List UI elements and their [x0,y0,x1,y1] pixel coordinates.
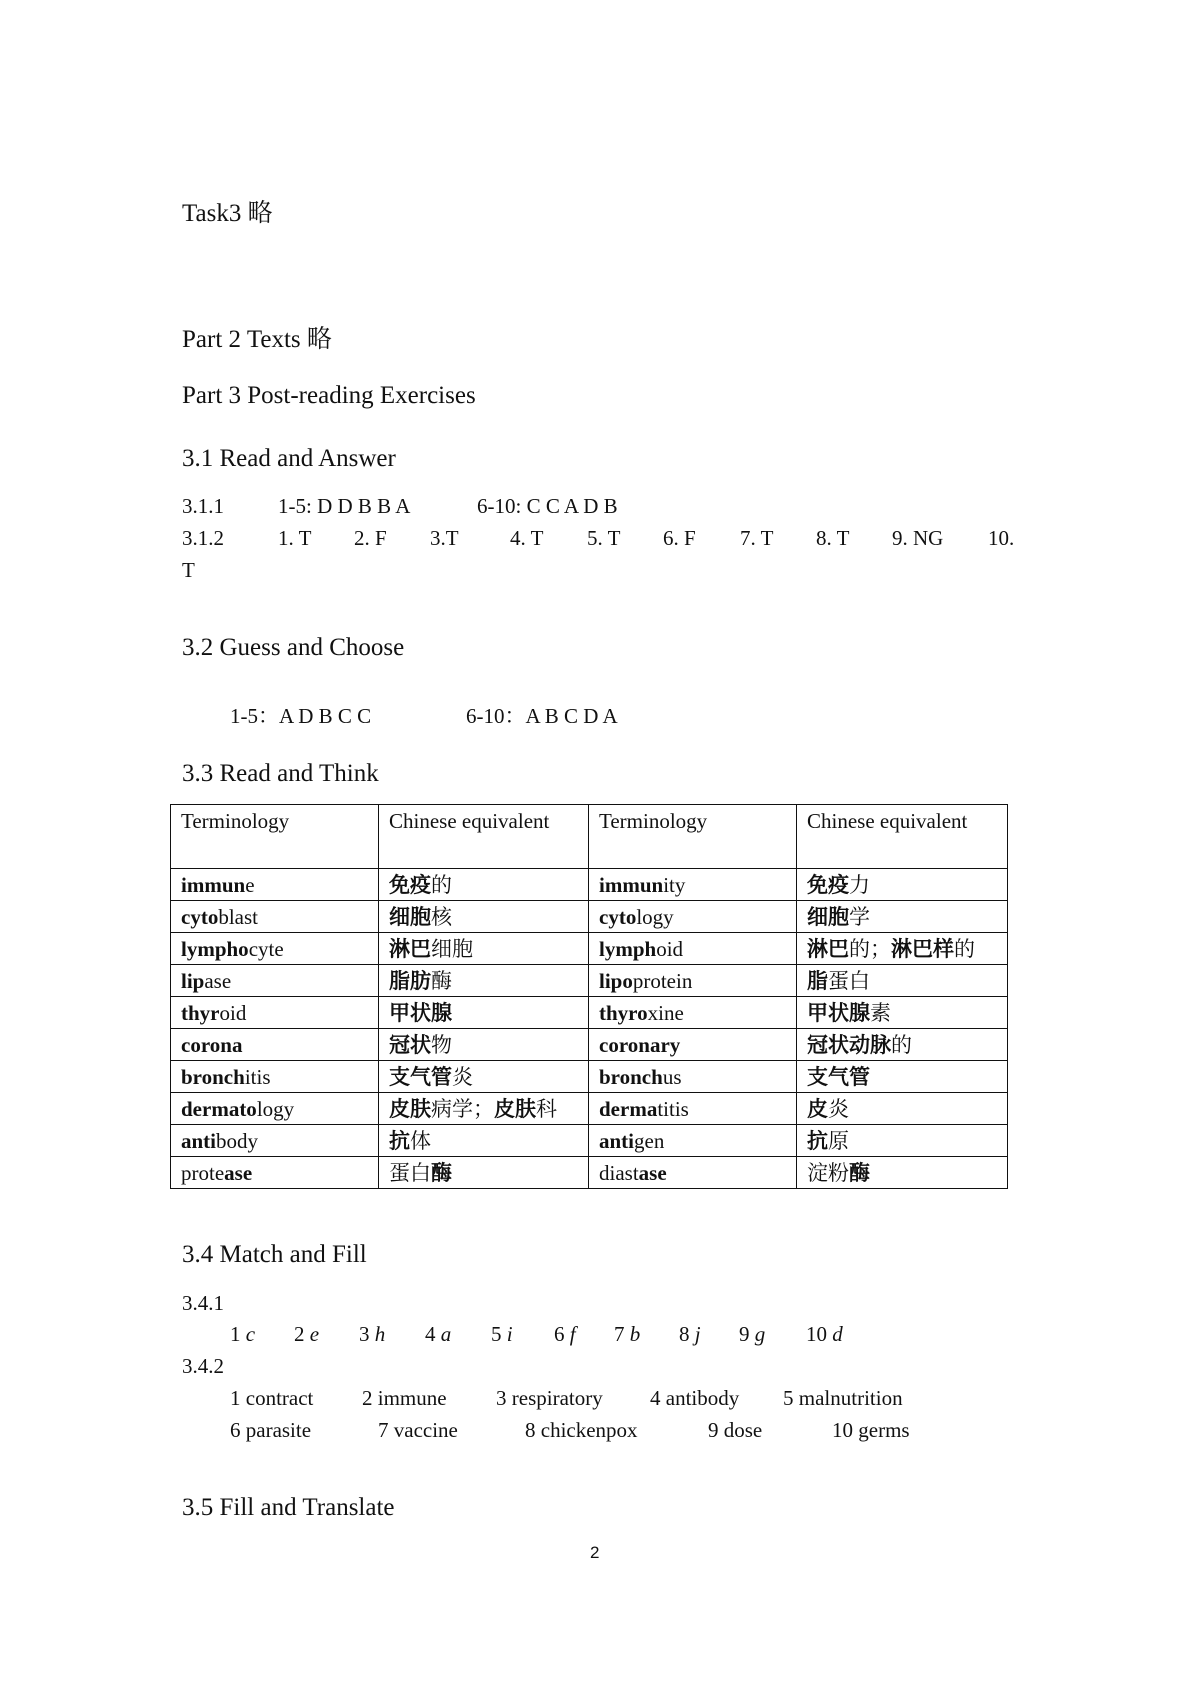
chinese-cell [797,965,1008,997]
term-cell [589,901,797,933]
bold-segment: 淋巴样 [891,936,954,961]
plain-segment: ity [663,872,686,897]
bold-segment: ase [224,1160,253,1185]
bold-segment: 冠状 [389,1032,431,1057]
plain-segment: 炎 [828,1096,849,1121]
match-answer: 10 d [806,1322,843,1346]
bold-segment: lymph [599,936,657,961]
chinese-cell [797,1093,1008,1125]
plain-segment: 的 [954,936,975,961]
bold-segment: lip [181,968,205,993]
bold-segment: bronch [181,1064,245,1089]
match-answer: 9 g [739,1322,766,1346]
page-number: 2 [590,1543,600,1562]
plain-segment: 炎 [452,1064,473,1089]
plain-segment: prote [181,1160,225,1185]
plain-segment: diast [599,1160,639,1185]
bold-segment: lipo [599,968,633,993]
header-cell: Chinese equivalent [797,805,1008,869]
bold-segment: thyr [181,1000,220,1025]
term-cell [589,869,797,901]
fill-answer: 2 immune [362,1386,447,1410]
plain-segment: blast [218,904,258,929]
term-cell [589,1125,797,1157]
term-cell [171,997,379,1029]
match-answer: 5 i [491,1322,513,1346]
header-cell: Terminology [589,805,797,869]
plain-segment: xine [647,1000,684,1025]
plain-segment: oid [656,936,684,961]
bold-segment: anti [599,1128,635,1153]
chinese-cell [379,1061,589,1093]
bold-segment: cyto [181,904,219,929]
bold-segment: immun [181,872,246,897]
part2-heading: Part 2 Texts 略 [182,326,332,353]
q-3-1-2-item: 10. [988,526,1015,550]
plain-segment: logy [636,904,674,929]
fill-answer: 10 germs [832,1418,910,1442]
term-cell [171,901,379,933]
chinese-cell [797,869,1008,901]
plain-segment: 素 [870,1000,891,1025]
table-row [171,901,1008,933]
bold-segment: 细胞 [807,904,849,929]
q-3-4-2-number: 3.4.2 [182,1354,224,1378]
match-answer: 2 e [294,1322,320,1346]
fill-answer: 1 contract [230,1386,314,1410]
bold-segment: 免疫 [389,872,431,897]
q-3-1-2-item: 9. NG [892,526,944,550]
term-cell [589,997,797,1029]
chinese-cell [797,933,1008,965]
table-row [171,965,1008,997]
bold-segment: 酶 [431,1160,452,1185]
bold-segment: 细胞 [389,904,431,929]
section-3-3-heading: 3.3 Read and Think [182,760,379,787]
plain-segment: 蛋白 [828,968,870,993]
bold-segment: 甲状腺 [389,1000,452,1025]
term-cell [589,965,797,997]
section-3-1-heading: 3.1 Read and Answer [182,445,396,472]
chinese-cell [379,997,589,1029]
bold-segment: 甲状腺 [807,1000,870,1025]
bold-segment: 皮 [807,1096,828,1121]
bold-segment: 免疫 [807,872,849,897]
q-3-2-answers-2: 6-10：A B C D A [466,704,618,728]
plain-segment: 酶 [431,968,452,993]
table-row [171,933,1008,965]
fill-answer: 4 antibody [650,1386,740,1410]
q-3-4-1-number: 3.4.1 [182,1291,224,1315]
q-3-1-2-number: 3.1.2 [182,526,224,550]
term-cell [589,933,797,965]
plain-segment: gen [634,1128,665,1153]
plain-segment: 原 [828,1128,849,1153]
bold-segment: 抗 [807,1128,828,1153]
bold-segment: 脂肪 [389,968,431,993]
plain-segment: cyte [248,936,284,961]
bold-segment: 冠状动脉 [807,1032,891,1057]
plain-segment: 物 [431,1032,452,1057]
header-cell: Terminology [171,805,379,869]
term-cell [171,933,379,965]
bold-segment: cyto [599,904,637,929]
bold-segment: 支气管 [807,1064,870,1089]
fill-answer: 5 malnutrition [783,1386,903,1410]
bold-segment: thyro [599,1000,648,1025]
plain-segment: 学 [849,904,870,929]
table-row [171,1029,1008,1061]
plain-segment: 的 [431,872,452,897]
plain-segment: protein [632,968,693,993]
match-answer: 3 h [359,1322,386,1346]
q-3-1-1-number: 3.1.1 [182,494,224,518]
fill-answer: 8 chickenpox [525,1418,638,1442]
plain-segment: 体 [410,1128,431,1153]
match-answer: 7 b [614,1322,641,1346]
bold-segment: dermato [181,1096,257,1121]
chinese-cell [797,1125,1008,1157]
chinese-cell [379,965,589,997]
q-3-1-2-item: 3.T [430,526,459,550]
table-header-row [171,805,1008,869]
term-cell [171,1029,379,1061]
plain-segment: 淀粉 [807,1160,849,1185]
bold-segment: corona [181,1032,243,1057]
part3-heading: Part 3 Post-reading Exercises [182,382,476,409]
bold-segment: immun [599,872,664,897]
match-answer: 1 c [230,1322,256,1346]
term-cell [589,1029,797,1061]
plain-segment: 蛋白 [389,1160,431,1185]
q-3-2-answers-1: 1-5：A D B C C [230,704,372,728]
table-row [171,1157,1008,1189]
chinese-cell [797,901,1008,933]
chinese-cell [379,1157,589,1189]
term-cell [589,1061,797,1093]
chinese-cell [797,1061,1008,1093]
bold-segment: ase [638,1160,667,1185]
table-row [171,997,1008,1029]
section-3-5-heading: 3.5 Fill and Translate [182,1494,395,1521]
bold-segment: 淋巴 [807,936,849,961]
term-cell [171,1125,379,1157]
bold-segment: 皮肤 [494,1096,536,1121]
match-answer: 4 a [425,1322,452,1346]
term-cell [171,1157,379,1189]
plain-segment: body [216,1128,259,1153]
table-row [171,869,1008,901]
term-cell [589,1157,797,1189]
bold-segment: anti [181,1128,217,1153]
table-row [171,1093,1008,1125]
bold-segment: coronary [599,1032,681,1057]
q-3-1-2-item: 7. T [740,526,774,550]
fill-answer: 6 parasite [230,1418,312,1442]
plain-segment: 科 [536,1096,557,1121]
table-row [171,1125,1008,1157]
plain-segment: ase [204,968,232,993]
q-3-1-2-item: 8. T [816,526,850,550]
bold-segment: 支气管 [389,1064,452,1089]
q-3-1-2-item: 2. F [354,526,387,550]
q-3-1-1-answers-2: 6-10: C C A D B [477,494,618,518]
bold-segment: lympho [181,936,249,961]
bold-segment: bronch [599,1064,663,1089]
fill-answer: 7 vaccine [378,1418,458,1442]
plain-segment: 的 [891,1032,912,1057]
q-3-1-2-item: 5. T [587,526,621,550]
term-cell [171,869,379,901]
plain-segment: 病学； [431,1096,494,1121]
plain-segment: 力 [849,872,870,897]
plain-segment: oid [219,1000,247,1025]
fill-answer: 3 respiratory [496,1386,603,1410]
task3-heading: Task3 略 [182,200,273,227]
plain-segment: us [662,1064,682,1089]
chinese-cell [797,1029,1008,1061]
section-3-4-heading: 3.4 Match and Fill [182,1241,367,1268]
plain-segment: itis [244,1064,271,1089]
section-3-2-heading: 3.2 Guess and Choose [182,634,405,661]
plain-segment: 核 [431,904,452,929]
match-answer: 6 f [554,1322,576,1346]
bold-segment: 抗 [389,1128,410,1153]
bold-segment: 酶 [849,1160,870,1185]
bold-segment: derma [599,1096,658,1121]
chinese-cell [379,901,589,933]
term-cell [171,1093,379,1125]
q-3-1-2-item: 1. T [278,526,312,550]
term-cell [171,1061,379,1093]
plain-segment: e [245,872,255,897]
fill-answer: 9 dose [708,1418,763,1442]
chinese-cell [379,933,589,965]
q-3-1-1-answers-1: 1-5: D D B B A [278,494,411,518]
q-3-1-2-item: 6. F [663,526,696,550]
bold-segment: 脂 [807,968,828,993]
chinese-cell [379,1029,589,1061]
plain-segment: logy [256,1096,295,1121]
q-3-1-2-item: 4. T [510,526,544,550]
term-cell [589,1093,797,1125]
bold-segment: 淋巴 [389,936,431,961]
header-cell: Chinese equivalent [379,805,589,869]
q-3-1-2-wrap: T [182,558,195,582]
chinese-cell [379,1093,589,1125]
plain-segment: 细胞 [431,936,473,961]
terminology-table [170,804,1008,1189]
match-answer: 8 j [679,1322,701,1346]
chinese-cell [797,997,1008,1029]
chinese-cell [797,1157,1008,1189]
term-cell [171,965,379,997]
plain-segment: titis [657,1096,689,1121]
chinese-cell [379,869,589,901]
bold-segment: 皮肤 [389,1096,431,1121]
table-row [171,1061,1008,1093]
plain-segment: 的； [849,936,891,961]
chinese-cell [379,1125,589,1157]
